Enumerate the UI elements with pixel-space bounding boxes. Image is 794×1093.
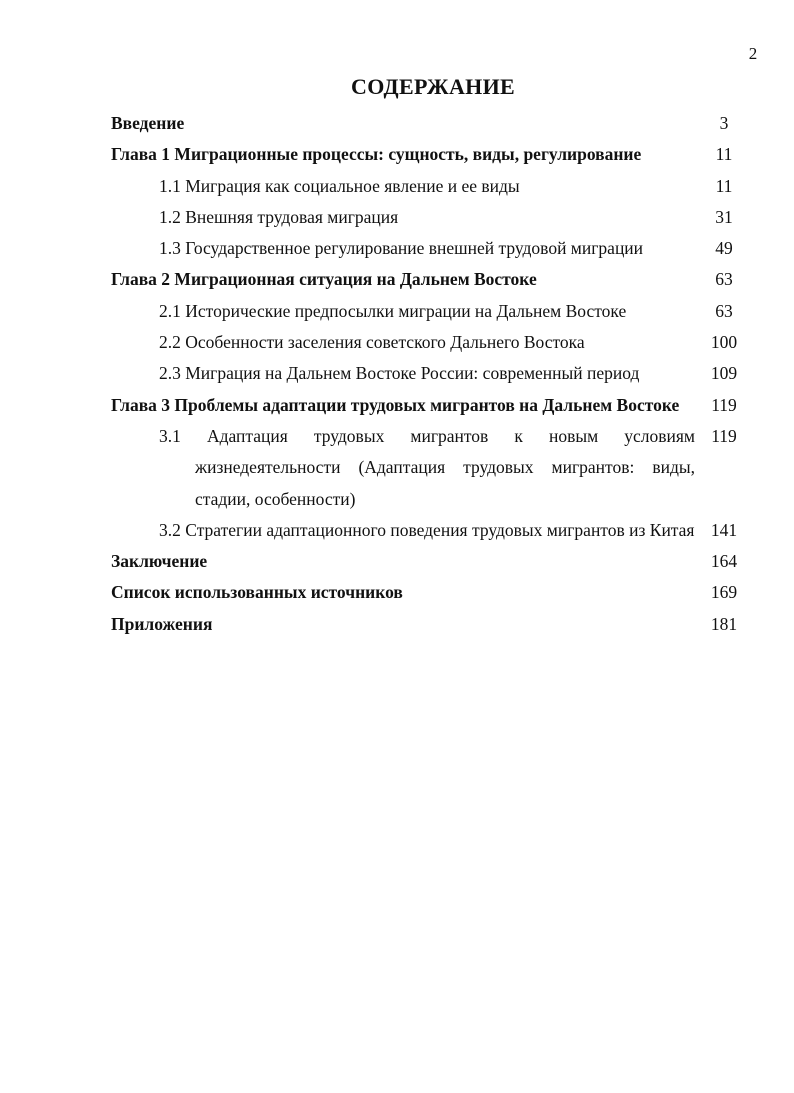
page-number: 2 [748,44,758,63]
toc-entry-introduction [0,108,794,139]
toc-entry-chapter-2 [0,264,794,295]
toc-entry-section-2-2 [0,327,794,358]
toc-entry-section-3-2 [0,515,794,546]
toc-entry-page: 119 [711,425,737,446]
toc-entry-page: 31 [715,206,733,227]
toc-entry-page: 109 [710,363,738,384]
toc-entry-section-1-3 [0,233,794,264]
toc-entry-page: 49 [715,238,733,259]
toc-entry-appendices [0,609,794,640]
toc-entry-title: 3.1 Адаптация трудовых мигрантов к новым условиям жизнедеятельности (Адаптация трудовых мигрантов: виды, стадии, особенности) [159,425,695,509]
toc-entry-page: 3 [719,113,729,133]
toc-entry-title: Глава 1 Миграционные процессы: сущность, виды, регулирование [111,144,642,165]
toc-entry-title: 2.3 Миграция на Дальнем Востоке России: современный период [159,363,640,384]
table-of-contents [0,108,794,640]
toc-entry-title: Список использованных источников [111,582,403,603]
toc-entry-title: 2.1 Исторические предпосылки миграции на Дальнем Востоке [159,300,627,321]
toc-entry-title: Глава 3 Проблемы адаптации трудовых мигрантов на Дальнем Востоке [111,394,680,415]
toc-entry-page: 141 [710,519,738,540]
page-title: СОДЕРЖАНИЕ [351,74,515,99]
toc-entry-title: 2.2 Особенности заселения советского Дальнего Востока [159,332,585,353]
toc-entry-title: 3.2 Стратегии адаптационного поведения трудовых мигрантов из Китая [159,519,695,540]
toc-entry-section-3-1 [0,421,794,515]
toc-entry-title: 1.2 Внешняя трудовая миграция [159,206,399,227]
toc-entry-page: 63 [715,269,733,290]
toc-entry-conclusion [0,546,794,577]
toc-entry-chapter-1 [0,139,794,170]
toc-entry-section-2-1 [0,296,794,327]
toc-entry-title: Введение [111,113,185,133]
toc-entry-title: 1.1 Миграция как социальное явление и ее виды [159,175,520,196]
toc-entry-page: 100 [710,332,738,353]
toc-entry-title: 1.3 Государственное регулирование внешней трудовой миграции [159,238,644,259]
toc-entry-page: 119 [711,394,737,415]
toc-entry-section-2-3 [0,358,794,389]
toc-entry-page: 63 [715,300,733,321]
toc-entry-page: 11 [715,175,733,196]
toc-entry-section-1-1 [0,171,794,202]
toc-entry-section-1-2 [0,202,794,233]
toc-entry-references [0,577,794,608]
toc-entry-page: 181 [710,613,738,634]
toc-entry-page: 164 [710,551,738,572]
toc-entry-page: 11 [715,144,733,165]
toc-entry-page: 169 [710,582,738,603]
toc-entry-title: Приложения [111,613,213,634]
toc-entry-title: Заключение [111,551,208,572]
toc-entry-chapter-3 [0,390,794,421]
toc-entry-title: Глава 2 Миграционная ситуация на Дальнем Востоке [111,269,537,290]
